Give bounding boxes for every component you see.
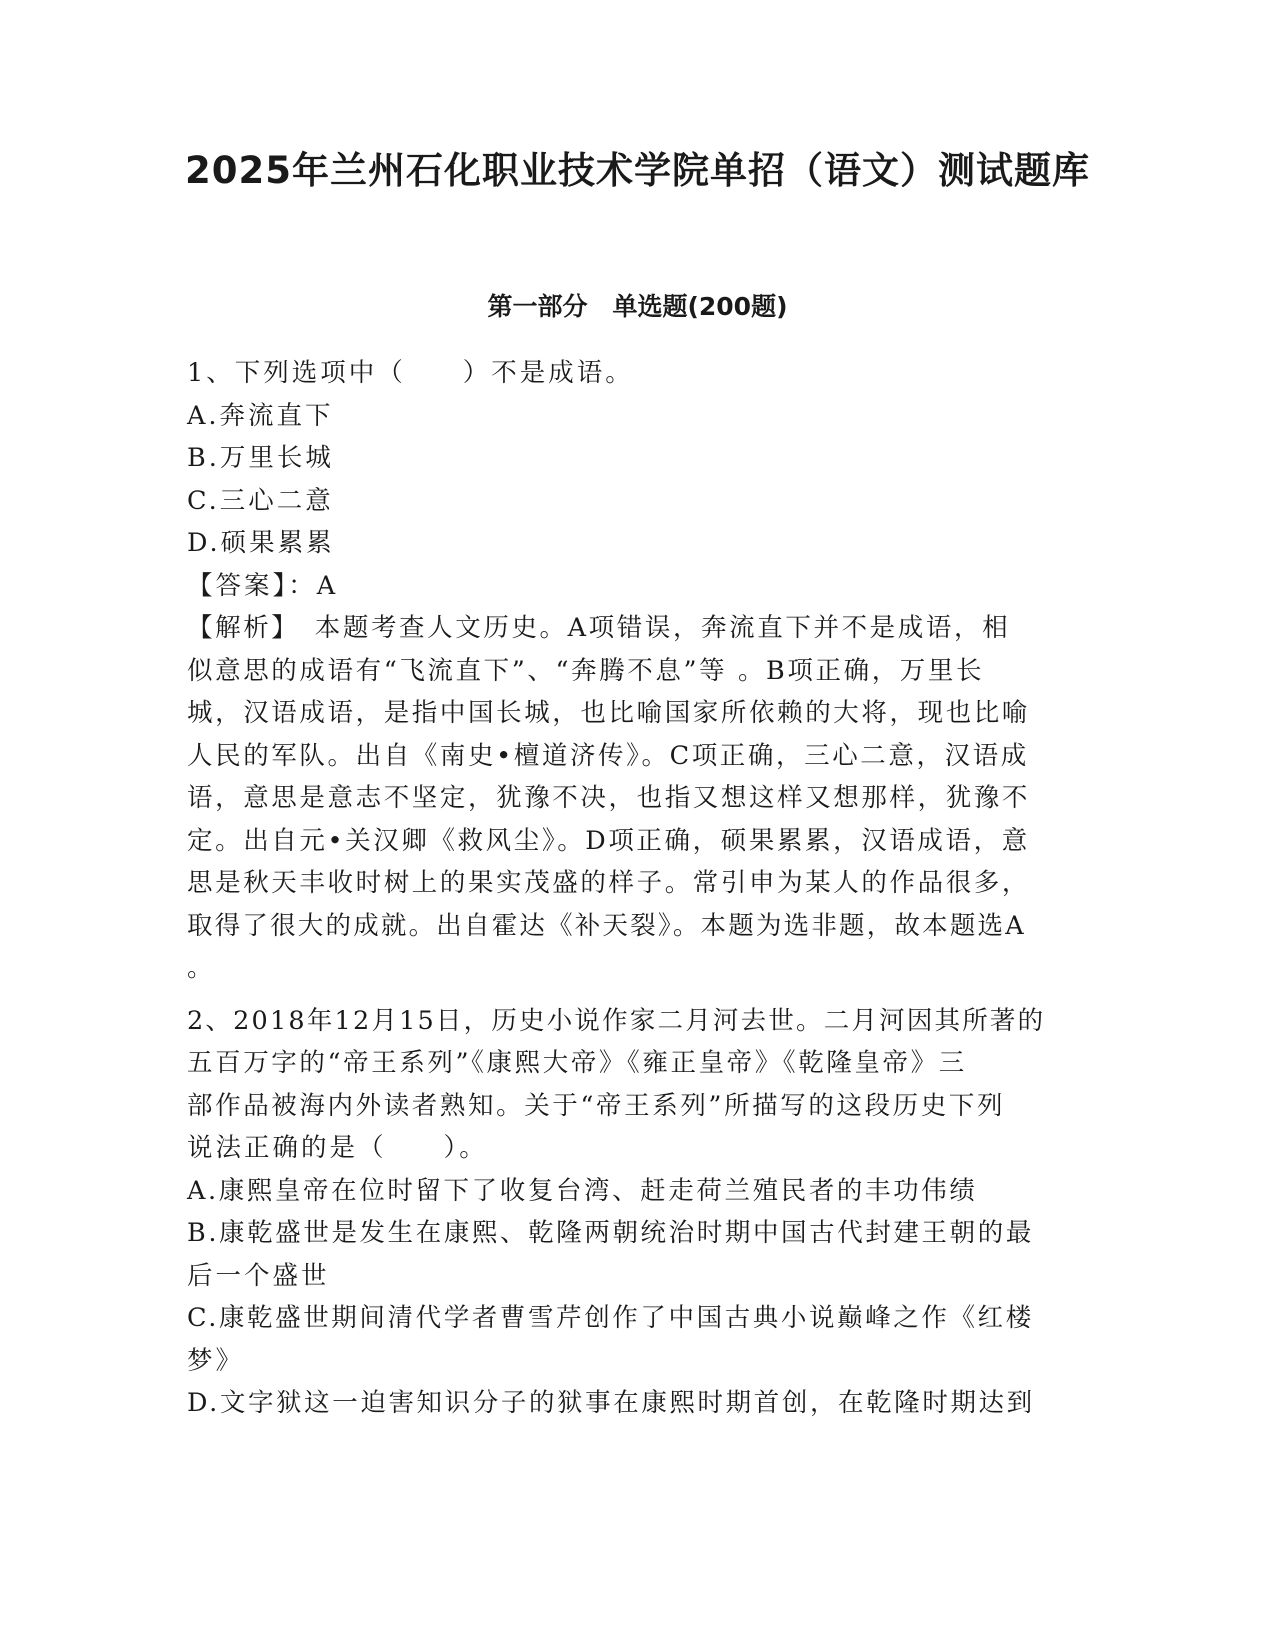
question-1-option-d: D.硕果累累 (187, 528, 335, 558)
question-2-stem-line: 五百万字的“帝王系列”《康熙大帝》《雍正皇帝》《乾隆皇帝》三 (187, 1048, 967, 1078)
question-2-option-b-cont: 后一个盛世 (187, 1260, 330, 1291)
question-1-option-a: A.奔流直下 (187, 400, 334, 431)
question-1-option-c: C.三心二意 (187, 485, 334, 516)
question-1-analysis (187, 607, 1087, 990)
question-2-option-c-cont: 梦》 (187, 1345, 245, 1376)
question-2 (187, 1000, 1087, 1425)
analysis-line: 【解析】 本题考查人文历史。A项错误，奔流直下并不是成语，相 (187, 613, 1011, 643)
analysis-line: 定。出自元•关汉卿《救风尘》。D项正确，硕果累累，汉语成语，意 (187, 825, 1030, 856)
question-2-stem-line: 说法正确的是（ ）。 (187, 1133, 488, 1163)
section-title: 第一部分 单选题(200题) (487, 292, 788, 321)
analysis-line: 城，汉语成语，是指中国长城，也比喻国家所依赖的大将，现也比喻 (187, 698, 1031, 728)
question-2-stem-line: 2、2018年12月15日，历史小说作家二月河去世。二月河因其所著的 (187, 1005, 1046, 1036)
question-1-option-b: B.万里长城 (187, 443, 334, 473)
analysis-line: 似意思的成语有“飞流直下”、“奔腾不息”等 。B项正确，万里长 (187, 655, 985, 686)
analysis-line: 语，意思是意志不坚定，犹豫不决，也指又想这样又想那样，犹豫不 (187, 783, 1031, 813)
question-2-option-d: D.文字狱这一迫害知识分子的狱事在康熙时期首创，在乾隆时期达到 (187, 1388, 1035, 1418)
document-title: 2025年兰州石化职业技术学院单招（语文）测试题库 (185, 149, 1090, 192)
question-2-stem-line: 部作品被海内外读者熟知。关于“帝王系列”所描写的这段历史下列 (187, 1090, 1006, 1121)
analysis-line: 。 (187, 953, 216, 983)
question-1-stem: 1、下列选项中（ ）不是成语。 (187, 358, 634, 388)
question-2-option-b: B.康乾盛世是发生在康熙、乾隆两朝统治时期中国古代封建王朝的最 (187, 1218, 1034, 1248)
analysis-line: 思是秋天丰收时树上的果实茂盛的样子。常引申为某人的作品很多， (187, 868, 1031, 898)
document-body (187, 352, 1087, 1425)
analysis-line: 人民的军队。出自《南史•檀道济传》。C项正确，三心二意，汉语成 (187, 740, 1029, 771)
question-1-answer: 【答案】：A (187, 570, 339, 601)
question-2-option-c: C.康乾盛世期间清代学者曹雪芹创作了中国古典小说巅峰之作《红楼 (187, 1303, 1034, 1333)
question-1 (187, 352, 1087, 990)
analysis-line: 取得了很大的成就。出自霍达《补天裂》。本题为选非题，故本题选A (187, 910, 1026, 941)
question-2-option-a: A.康熙皇帝在位时留下了收复台湾、赶走荷兰殖民者的丰功伟绩 (187, 1175, 978, 1206)
